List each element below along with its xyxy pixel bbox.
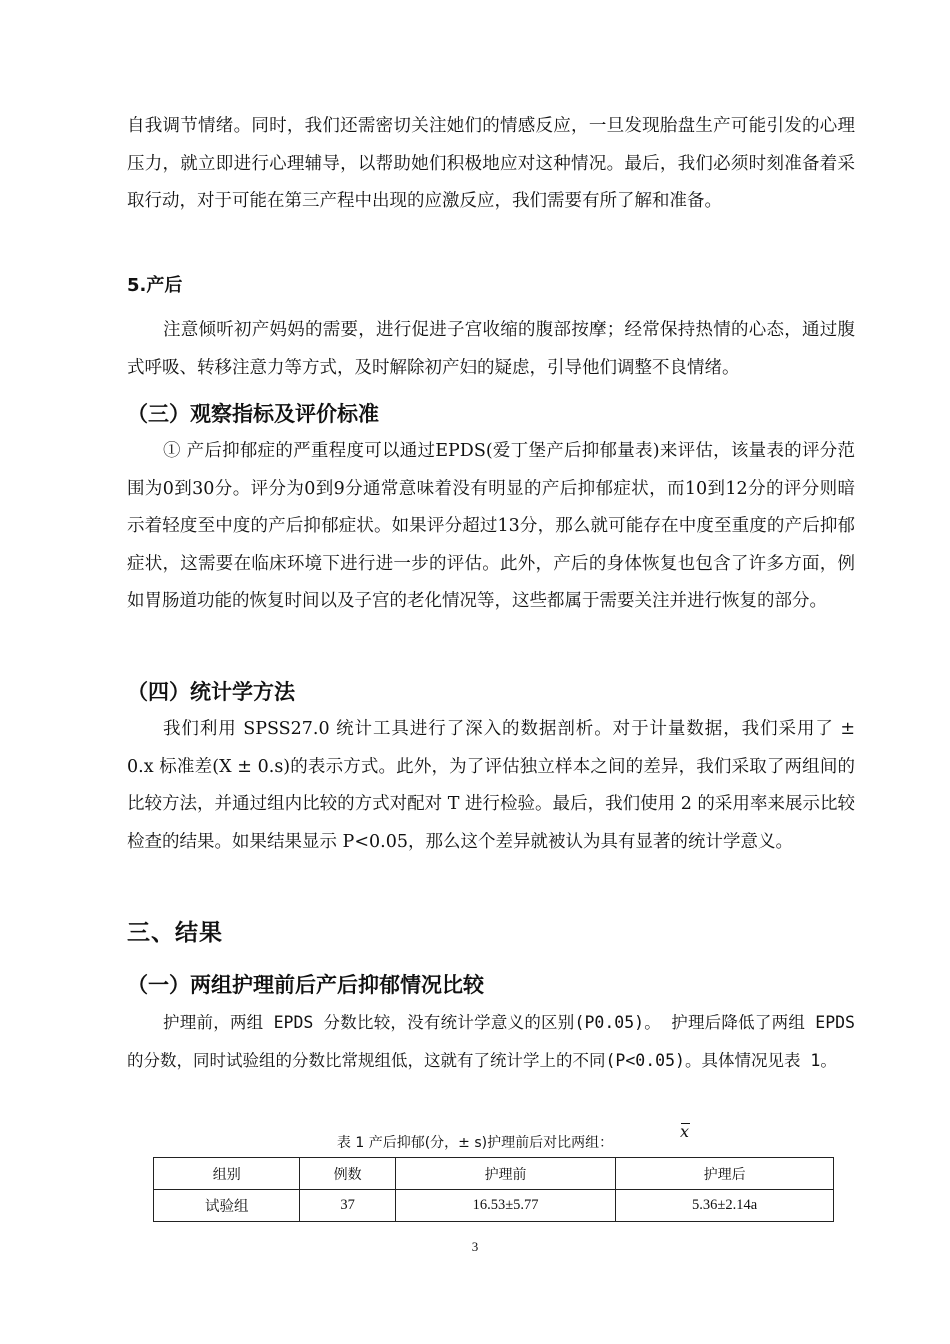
paragraph-top: 自我调节情绪。同时，我们还需密切关注她们的情感反应，一旦发现胎盘生产可能引发的心理压力，就立即进行心理辅导，以帮助她们积极地应对这种情况。最后，我们必须时刻准备着采取行动，对于可能在第三产程中出现的应激反应，我们需要有所了解和准备。 [127, 116, 855, 211]
table-cell-group: 试验组 [154, 1190, 300, 1222]
table-caption: 表 1 产后抑郁(分，± s)护理前后对比两组： [336, 1135, 614, 1151]
column-header-after-care: 护理后 [616, 1158, 834, 1190]
heading-postpartum: 5.产后 [127, 275, 183, 296]
x-bar-symbol: x [680, 1122, 690, 1141]
results-table [153, 1157, 834, 1222]
paragraph-observation-indicators: ① 产后抑郁症的严重程度可以通过EPDS(爱丁堡产后抑郁量表)来评估，该量表的评分范围为0到30分。评分为0到9分通常意味着没有明显的产后抑郁症状，而10到12分的评分则暗示着轻度至中度的产后抑郁症状。如果评分超过13分，那么就可能存在中度至重度的产后抑郁症状，这需要在临床环境下进行进一步的评估。此外，产后的身体恢复也包含了许多方面，例如胃肠道功能的恢复时间以及子宫的老化情况等，这些都属于需要关注并进行恢复的部分。 [127, 441, 855, 611]
table-row [154, 1190, 834, 1222]
page-number: 3 [471, 1239, 479, 1254]
column-header-group: 组别 [154, 1158, 300, 1190]
column-header-count: 例数 [300, 1158, 395, 1190]
heading-results-comparison: （一）两组护理前后产后抑郁情况比较 [127, 973, 484, 997]
paragraph-postpartum: 注意倾听初产妈妈的需要，进行促进子宫收缩的腹部按摩；经常保持热情的心态，通过腹式呼吸、转移注意力等方式，及时解除初产妇的疑虑，引导他们调整不良情绪。 [127, 320, 855, 378]
heading-results: 三、结果 [127, 920, 223, 946]
paragraph-results-comparison: 护理前，两组 EPDS 分数比较，没有统计学意义的区别(P0.05)。 护理后降低了两组 EPDS 的分数，同时试验组的分数比常规组低，这就有了统计学上的不同(P<0.05)。具体情况见表 1。 [127, 1013, 855, 1070]
heading-statistical-methods: （四）统计学方法 [127, 680, 295, 704]
table-cell-count: 37 [300, 1190, 395, 1222]
column-header-before-care: 护理前 [395, 1158, 615, 1190]
table-cell-before-care: 16.53±5.77 [395, 1190, 615, 1222]
paragraph-statistical-methods: 我们利用 SPSS27.0 统计工具进行了深入的数据剖析。对于计量数据，我们采用了 ± 0.x 标准差(X ± 0.s)的表示方式。此外，为了评估独立样本之间的差异，我们采取了两组间的比较方法，并通过组内比较的方式对配对 T 进行检验。最后，我们使用 2 的采用率来展示比较检查的结果。如果结果显示 P<0.05，那么这个差异就被认为具有显著的统计学意义。 [127, 719, 855, 852]
heading-observation-indicators: （三）观察指标及评价标准 [127, 402, 379, 426]
table-header-row [154, 1158, 834, 1190]
table-cell-after-care: 5.36±2.14a [616, 1190, 834, 1222]
